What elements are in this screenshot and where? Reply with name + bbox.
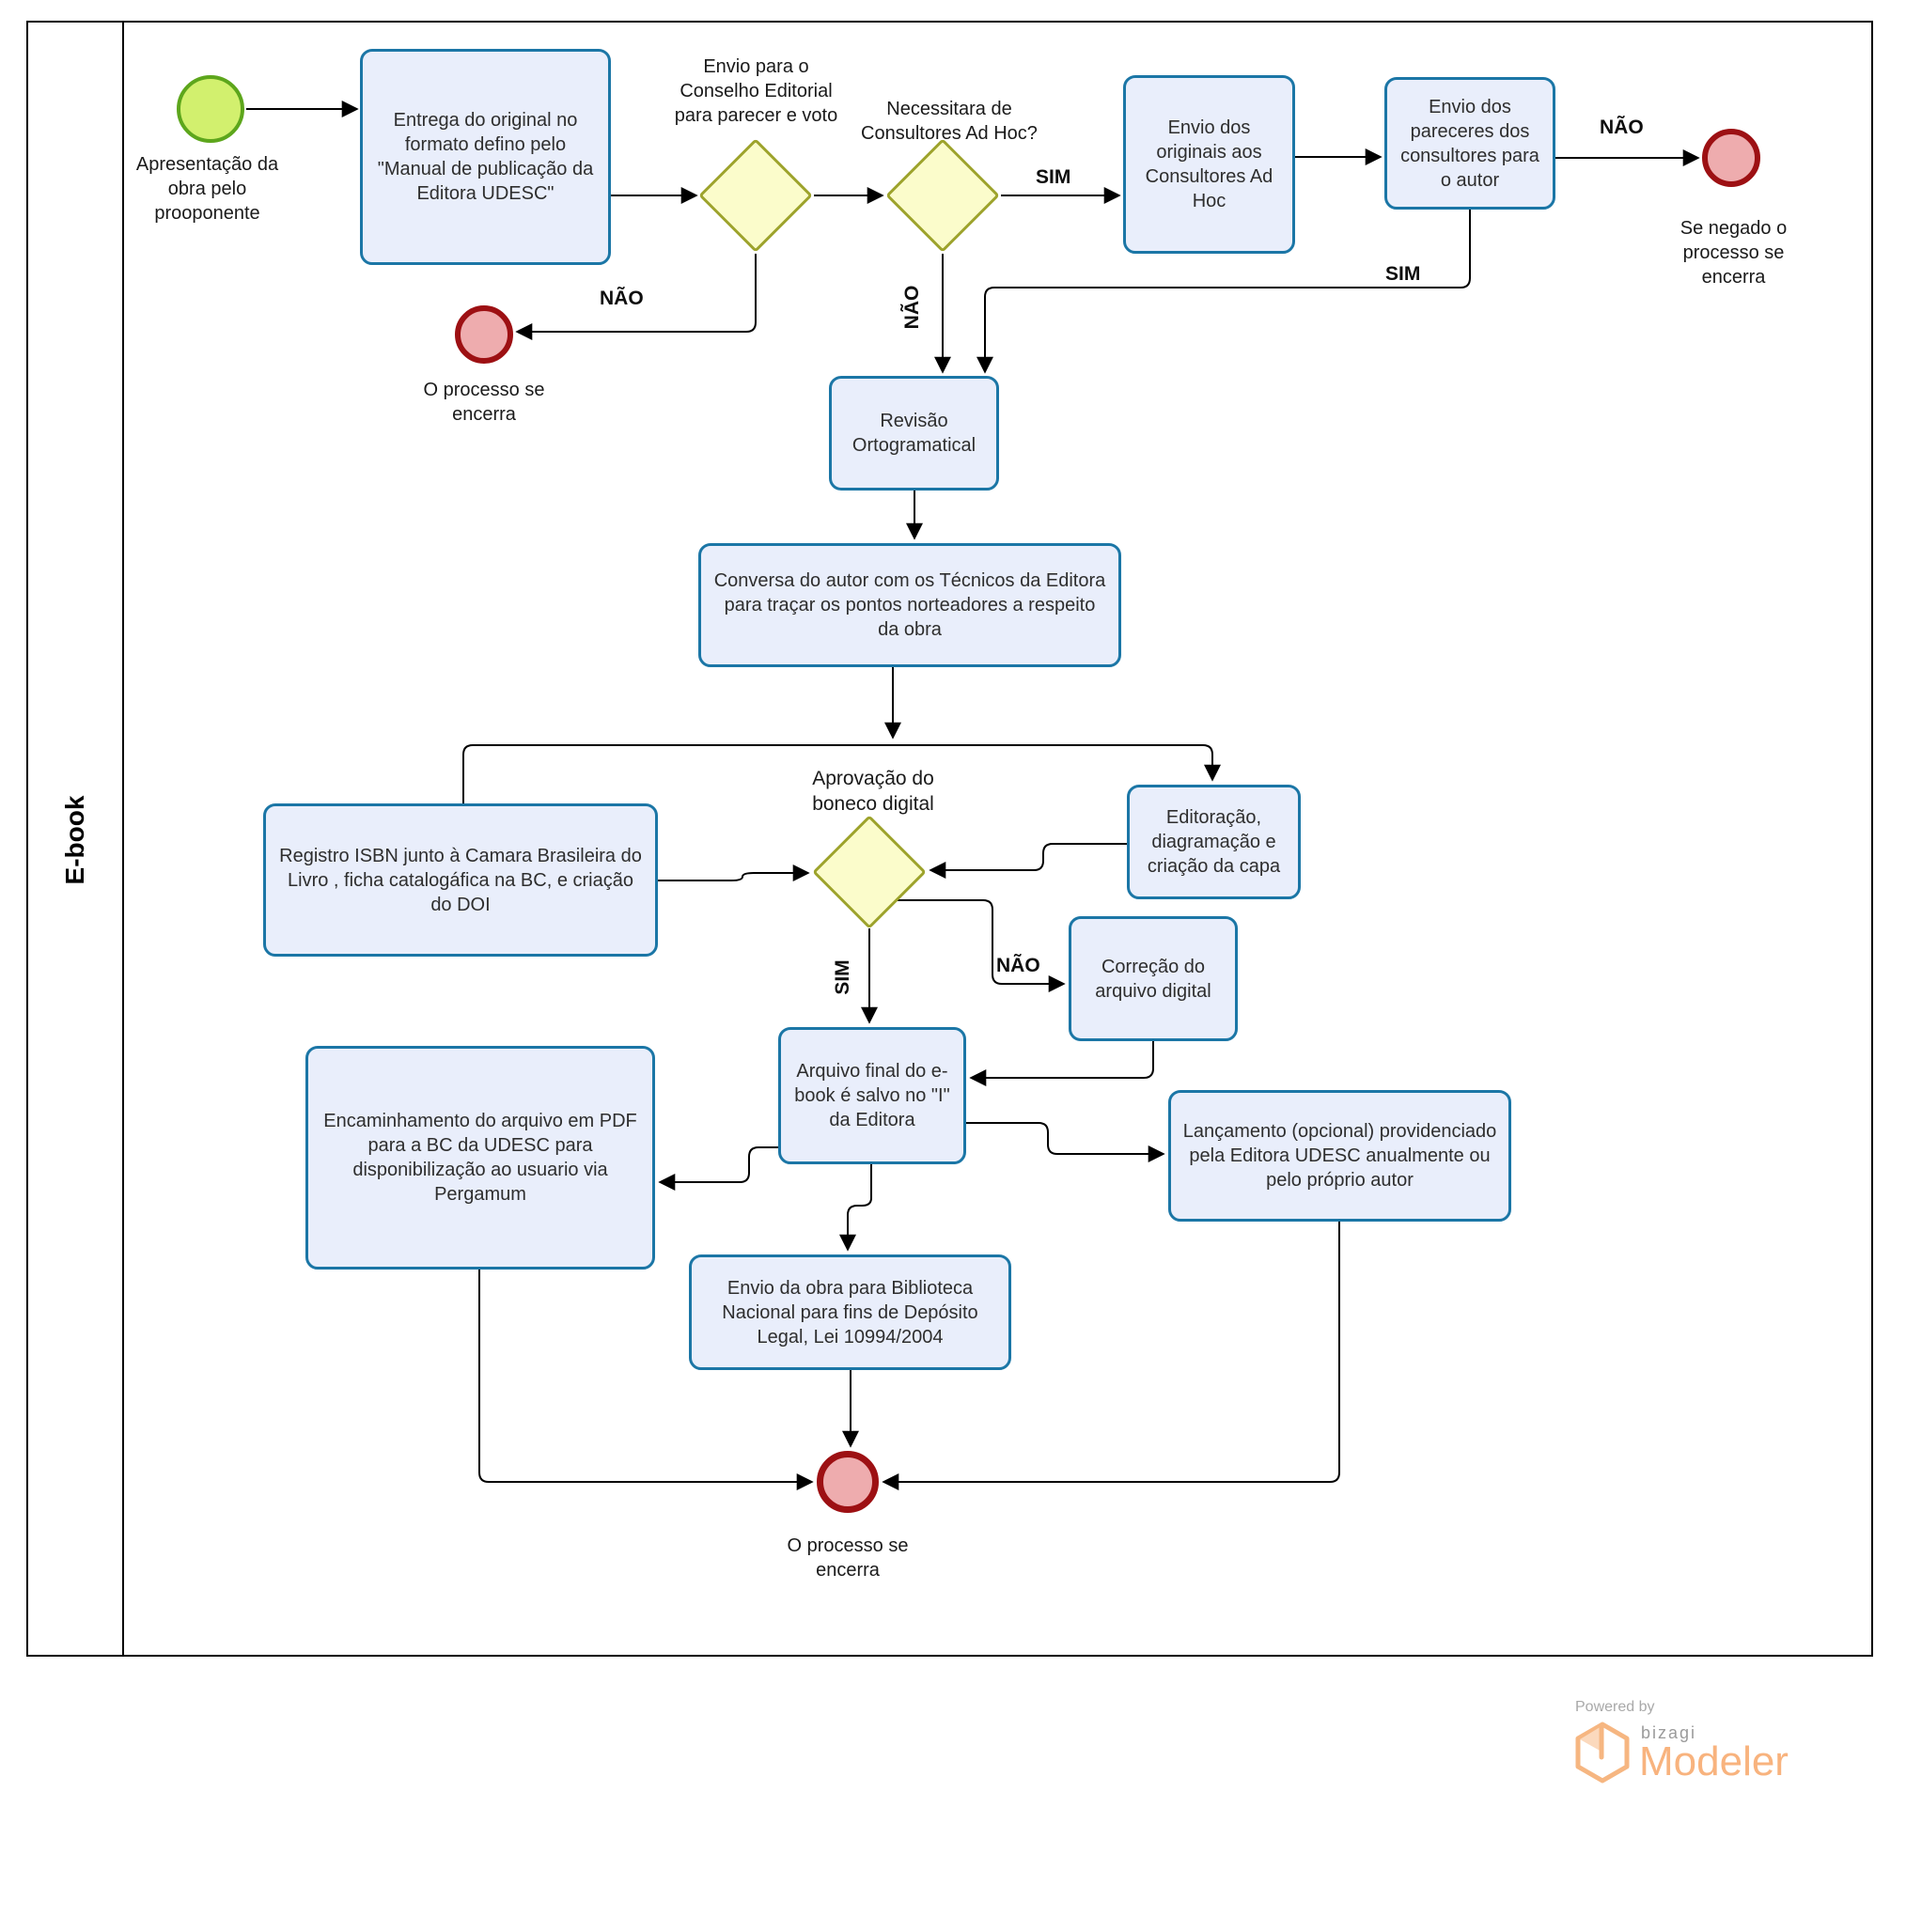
- end-event-final[interactable]: [817, 1451, 879, 1513]
- flow-label-sim-adhoc: SIM: [1036, 166, 1071, 188]
- flow-label-nao-pareceres: NÃO: [1600, 117, 1644, 138]
- end-event-negado-label: Se negado o processo se encerra: [1679, 218, 1788, 288]
- end-event-negado[interactable]: [1702, 129, 1760, 187]
- end-event-processo-1-label: O processo se encerra: [423, 380, 545, 425]
- task-conversa-autor[interactable]: Conversa do autor com os Técnicos da Editora para traçar os pontos norteadores a respeito da obra: [698, 543, 1121, 667]
- start-event-label: Apresentação da obra pelo prooponente: [135, 154, 279, 224]
- gateway-consultores-adhoc-label: Necessitara de Consultores Ad Hoc?: [861, 99, 1038, 144]
- flow-label-nao-adhoc: NÃO: [901, 285, 923, 330]
- task-envio-pareceres[interactable]: Envio dos pareceres dos consultores para o autor: [1384, 77, 1555, 210]
- start-event[interactable]: [177, 75, 244, 143]
- task-envio-biblioteca-nacional[interactable]: Envio da obra para Biblioteca Nacional para fins de Depósito Legal, Lei 10994/2004: [689, 1254, 1011, 1370]
- task-correcao-arquivo[interactable]: Correção do arquivo digital: [1069, 916, 1238, 1041]
- end-event-processo-1[interactable]: [455, 305, 513, 364]
- gateway-aprovacao-boneco-label: Aprovação do boneco digital: [812, 768, 934, 816]
- powered-by-text: Powered by: [1575, 1699, 1655, 1715]
- bizagi-modeler-footer: [1560, 1691, 1861, 1804]
- modeler-product-text: Modeler: [1639, 1738, 1789, 1784]
- flow-label-sim-pareceres: SIM: [1385, 263, 1421, 285]
- task-lancamento[interactable]: Lançamento (opcional) providenciado pela Editora UDESC anualmente ou pelo próprio autor: [1168, 1090, 1511, 1222]
- bizagi-brand-text: bizagi: [1641, 1723, 1697, 1742]
- flow-label-nao-aprovacao: NÃO: [996, 955, 1040, 976]
- flow-label-sim-aprovacao: SIM: [832, 959, 853, 995]
- task-entrega-original[interactable]: Entrega do original no formato defino pelo "Manual de publicação da Editora UDESC": [360, 49, 611, 265]
- task-encaminhamento-pdf[interactable]: Encaminhamento do arquivo em PDF para a BC da UDESC para disponibilização ao usuario via Pergamum: [305, 1046, 655, 1270]
- task-registro-isbn[interactable]: Registro ISBN junto à Camara Brasileira do Livro , ficha catalogáfica na BC, e criação do DOI: [263, 803, 658, 957]
- lane-title: E-book: [60, 795, 89, 885]
- flow-label-nao-conselho: NÃO: [600, 288, 644, 309]
- task-envio-originais[interactable]: Envio dos originais aos Consultores Ad Hoc: [1123, 75, 1295, 254]
- bizagi-hexagon-icon: [1575, 1722, 1630, 1788]
- task-arquivo-final[interactable]: Arquivo final do e-book é salvo no "I" da Editora: [778, 1027, 966, 1164]
- gateway-conselho-editorial-label: Envio para o Conselho Editorial para parecer e voto: [674, 56, 838, 126]
- task-editoracao[interactable]: Editoração, diagramação e criação da capa: [1127, 785, 1301, 899]
- task-revisao-ortogramatical[interactable]: Revisão Ortogramatical: [829, 376, 999, 491]
- end-event-final-label: O processo se encerra: [787, 1535, 909, 1581]
